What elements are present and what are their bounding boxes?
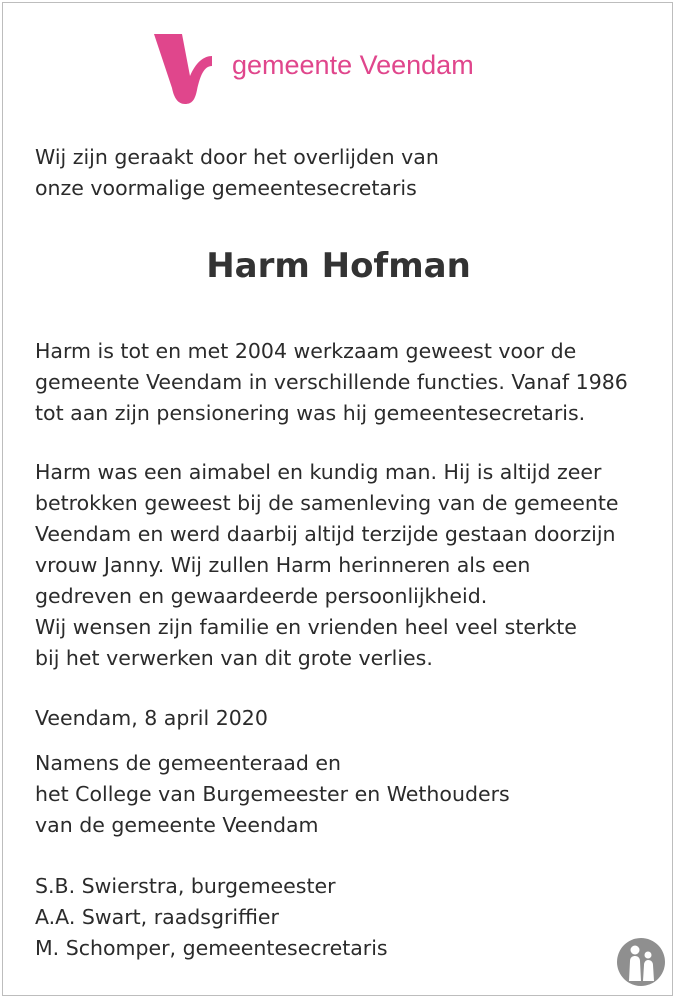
place-date: Veendam, 8 april 2020 — [35, 706, 268, 730]
municipality-logo — [152, 32, 512, 112]
text-line: betrokken geweest bij de samenleving van de gemeente — [35, 491, 619, 515]
text-line: gemeente Veendam in verschillende functies. Vanaf 1986 — [35, 370, 628, 394]
logo-text: gemeente Veendam — [232, 50, 474, 80]
intro-text — [35, 142, 439, 204]
text-line: vrouw Janny. Wij zullen Harm herinneren als een — [35, 553, 531, 577]
v-mark-icon — [152, 32, 227, 107]
text-line: tot aan zijn pensionering was hij gemeentesecretaris. — [35, 401, 586, 425]
text-line: Harm was een aimabel en kundig man. Hij is altijd zeer — [35, 460, 602, 484]
paragraph-career — [35, 336, 628, 429]
people-silhouette-icon — [616, 937, 666, 987]
intro-line: onze voormalige gemeentesecretaris — [35, 176, 417, 200]
text-line: Harm is tot en met 2004 werkzaam geweest voor de — [35, 339, 577, 363]
signatories-block — [35, 871, 388, 964]
text-line: Veendam en werd daarbij altijd terzijde gestaan doorzijn — [35, 522, 616, 546]
signatory: A.A. Swart, raadsgriffier — [35, 905, 279, 929]
signatory: S.B. Swierstra, burgemeester — [35, 874, 336, 898]
text-line: van de gemeente Veendam — [35, 813, 319, 837]
on-behalf-block — [35, 748, 510, 841]
text-line: het College van Burgemeester en Wethouders — [35, 782, 510, 806]
text-line: Wij wensen zijn familie en vrienden heel veel sterkte — [35, 615, 577, 639]
text-line: bij het verwerken van dit grote verlies. — [35, 646, 433, 670]
text-line: gedreven en gewaardeerde persoonlijkheid. — [35, 584, 488, 608]
deceased-name: Harm Hofman — [206, 246, 471, 286]
intro-line: Wij zijn geraakt door het overlijden van — [35, 145, 439, 169]
text-line: Namens de gemeenteraad en — [35, 751, 341, 775]
paragraph-tribute — [35, 457, 619, 674]
signatory: M. Schomper, gemeentesecretaris — [35, 936, 388, 960]
